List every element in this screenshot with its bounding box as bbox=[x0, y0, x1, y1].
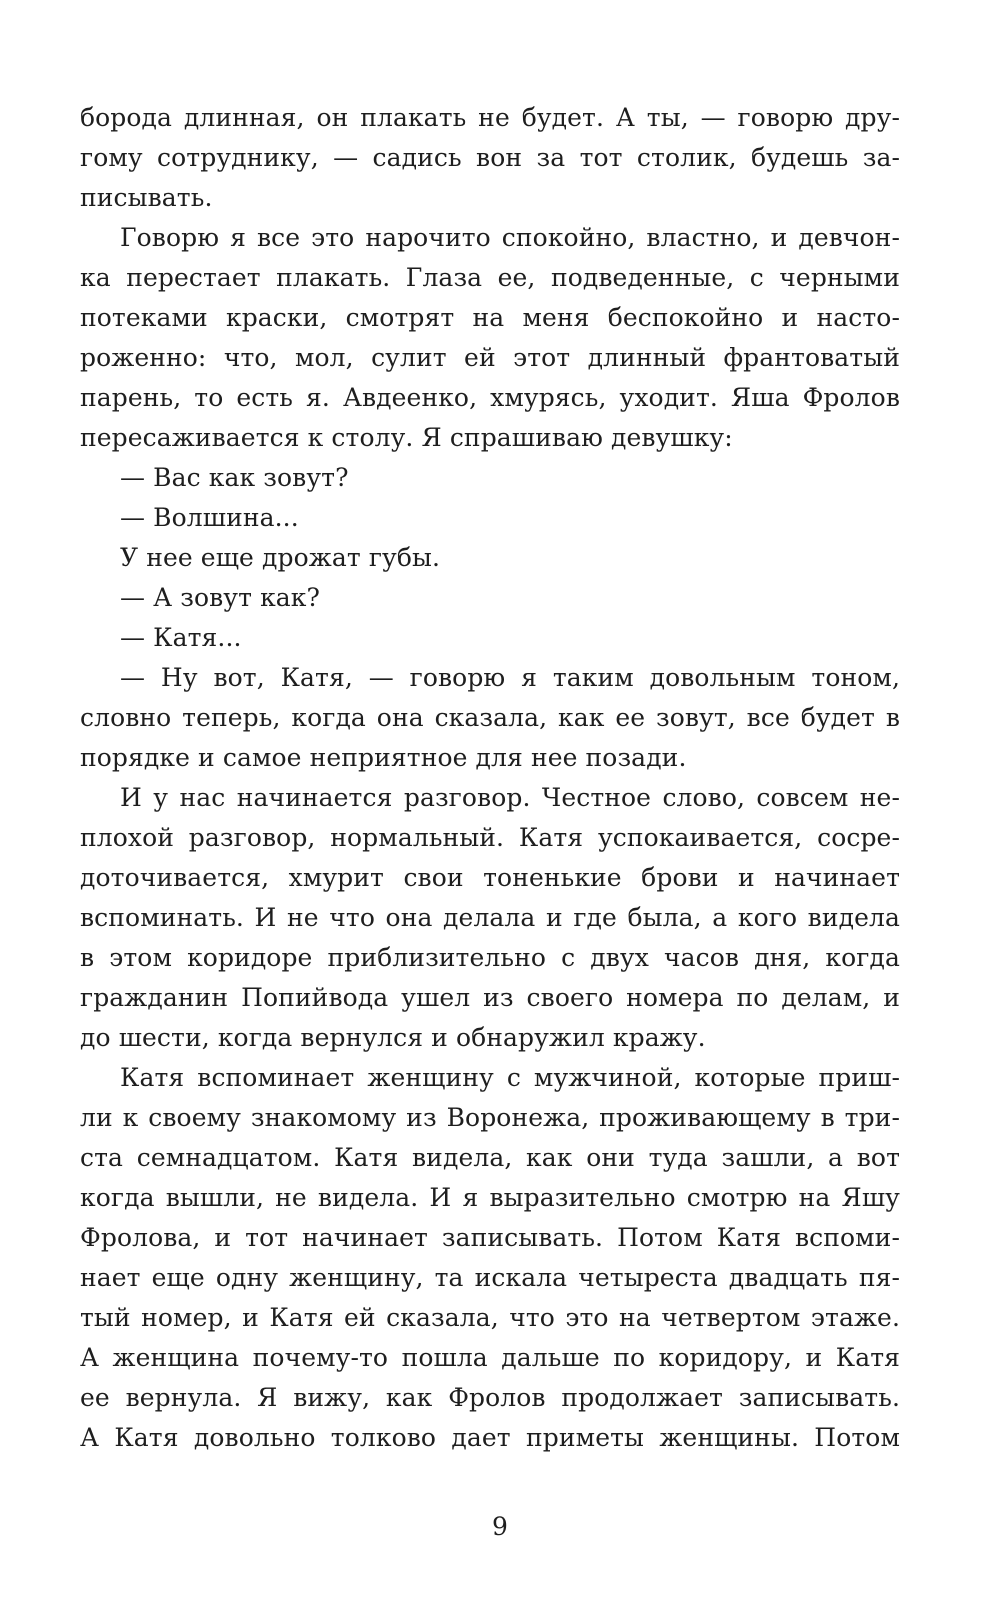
text-line: нает еще одну женщину, та искала четыреста двадцать пя- bbox=[80, 1263, 900, 1292]
text-line: писывать. bbox=[80, 183, 213, 212]
text-line: потеками краски, смотрят на меня беспокойно и насто- bbox=[80, 303, 900, 332]
text-line: ли к своему знакомому из Воронежа, проживающему в три- bbox=[80, 1103, 900, 1132]
text-line: борода длинная, он плакать не будет. А ты, — говорю дру- bbox=[80, 103, 900, 132]
text-line: ее вернула. Я вижу, как Фролов продолжает записывать. bbox=[80, 1383, 900, 1412]
text-line: Фролова, и тот начинает записывать. Потом Катя вспоми- bbox=[80, 1223, 900, 1252]
text-line: вспоминать. И не что она делала и где была, а кого видела bbox=[80, 903, 900, 932]
text-line: тый номер, и Катя ей сказала, что это на четвертом этаже. bbox=[80, 1303, 900, 1332]
dialog-line: — Вас как зовут? bbox=[120, 463, 349, 492]
paragraph-start-line: Говорю я все это нарочито спокойно, властно, и девчон- bbox=[120, 223, 900, 252]
text-line: роженно: что, мол, сулит ей этот длинный франтоватый bbox=[80, 343, 900, 372]
text-line: ка перестает плакать. Глаза ее, подведенные, с черными bbox=[80, 263, 900, 292]
text-line: когда вышли, не видела. И я выразительно смотрю на Яшу bbox=[80, 1183, 900, 1212]
text-line: ста семнадцатом. Катя видела, как они туда зашли, а вот bbox=[80, 1143, 900, 1172]
page-number: 9 bbox=[492, 1512, 508, 1541]
text-line: порядке и самое неприятное для нее позади. bbox=[80, 743, 687, 772]
dialog-line: — А зовут как? bbox=[120, 583, 321, 612]
text-line: гражданин Попийвода ушел из своего номера по делам, и bbox=[80, 983, 900, 1012]
paragraph-start-line: И у нас начинается разговор. Честное слово, совсем не- bbox=[120, 783, 900, 812]
text-line: до шести, когда вернулся и обнаружил кражу. bbox=[80, 1023, 706, 1052]
text-line: А женщина почему-то пошла дальше по коридору, и Катя bbox=[80, 1343, 900, 1372]
paragraph-start-line: Катя вспоминает женщину с мужчиной, которые приш- bbox=[120, 1063, 900, 1092]
text-line: словно теперь, когда она сказала, как ее зовут, все будет в bbox=[80, 703, 900, 732]
text-line: плохой разговор, нормальный. Катя успокаивается, сосре- bbox=[80, 823, 900, 852]
dialog-line: — Катя... bbox=[120, 623, 242, 652]
text-line: в этом коридоре приблизительно с двух часов дня, когда bbox=[80, 943, 900, 972]
text-line: гому сотруднику, — садись вон за тот столик, будешь за- bbox=[80, 143, 900, 172]
text-line: А Катя довольно толково дает приметы женщины. Потом bbox=[80, 1423, 900, 1452]
text-line: У нее еще дрожат губы. bbox=[120, 543, 441, 572]
text-line: пересаживается к столу. Я спрашиваю девушку: bbox=[80, 423, 733, 452]
text-line: доточивается, хмурит свои тоненькие брови и начинает bbox=[80, 863, 900, 892]
dialog-line: — Ну вот, Катя, — говорю я таким довольным тоном, bbox=[120, 663, 900, 692]
page-text bbox=[80, 98, 900, 1458]
text-line: парень, то есть я. Авдеенко, хмурясь, уходит. Яша Фролов bbox=[80, 383, 900, 412]
dialog-line: — Волшина... bbox=[120, 503, 299, 532]
